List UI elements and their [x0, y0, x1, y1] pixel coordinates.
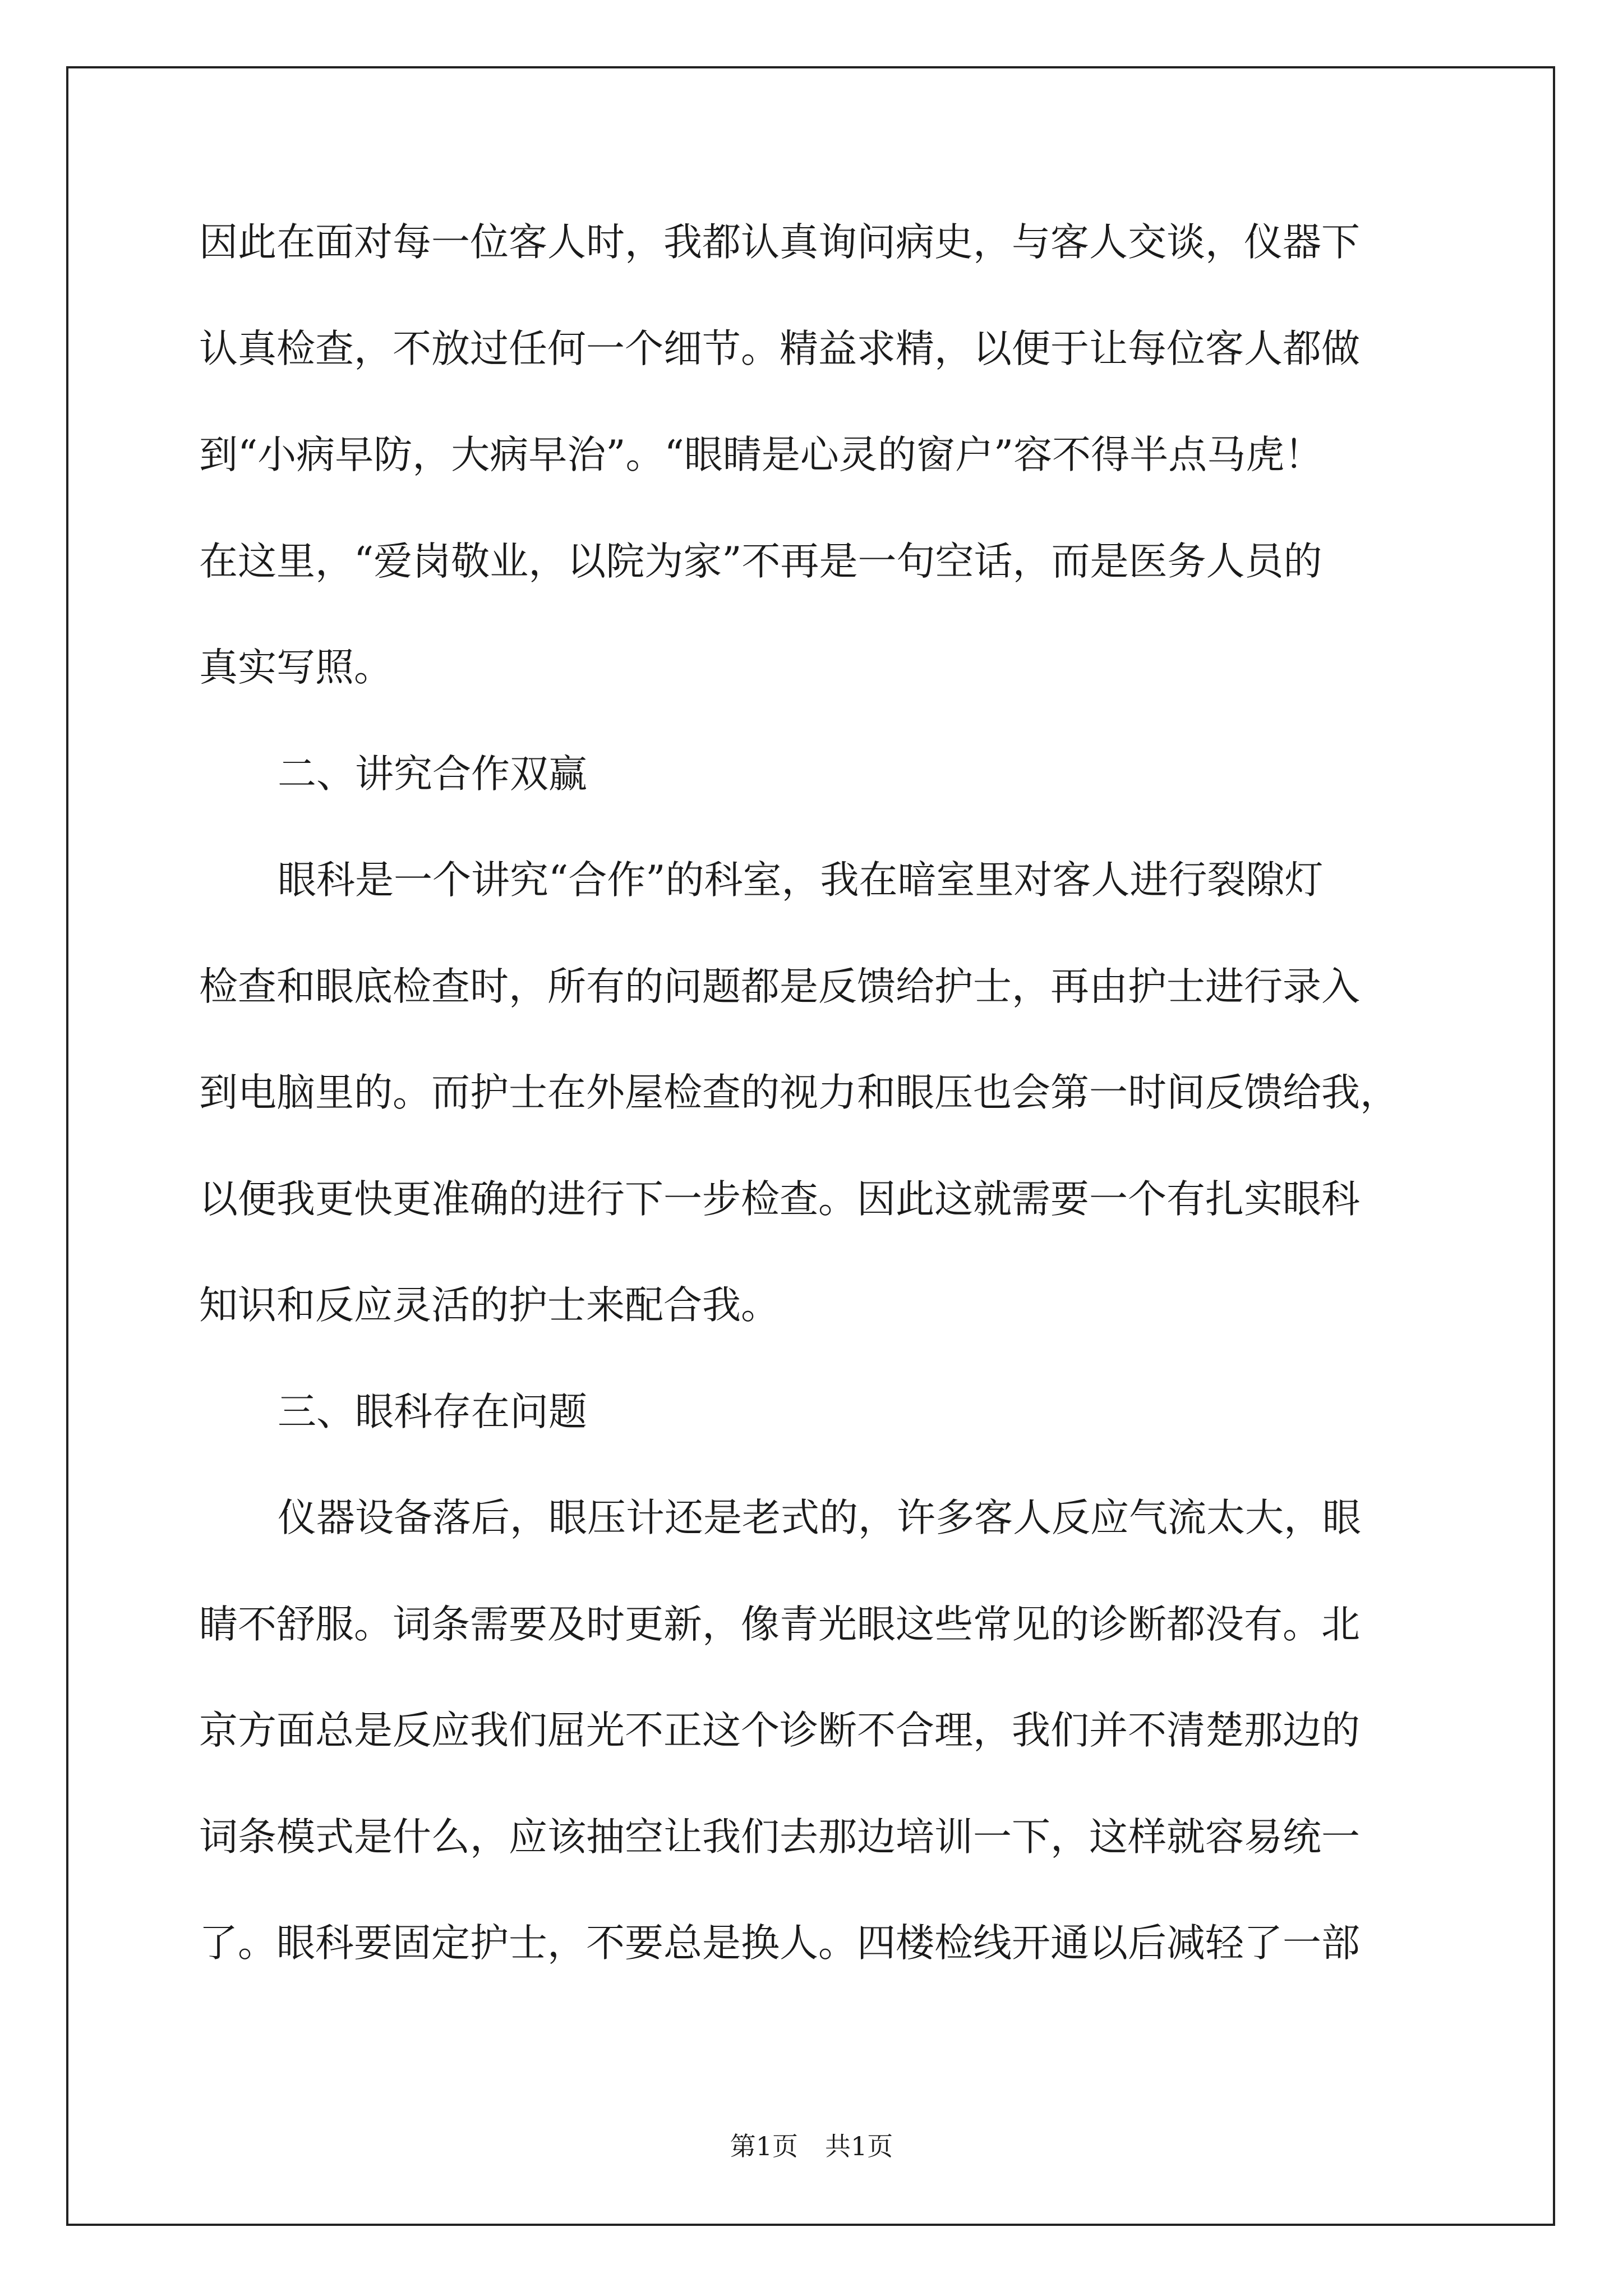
text-line: 在这里，“爱岗敬业，以院为家”不再是一句空话，而是医务人员的	[199, 539, 1322, 584]
text-line: 词条模式是什么，应该抽空让我们去那边培训一下，这样就容易统一	[199, 1814, 1360, 1860]
text-line: 因此在面对每一位客人时，我都认真询问病史，与客人交谈，仪器下	[199, 220, 1360, 265]
document-body	[199, 190, 1435, 1997]
section-heading: 三、眼科存在问题	[278, 1389, 587, 1434]
text-line: 仪器设备落后，眼压计还是老式的，许多客人反应气流太大，眼	[278, 1496, 1361, 1540]
text-line: 睛不舒服。词条需要及时更新，像青光眼这些常见的诊断都没有。北	[199, 1602, 1360, 1647]
page-footer	[0, 2126, 1623, 2163]
text-line: 以便我更快更准确的进行下一步检查。因此这就需要一个有扎实眼科	[199, 1176, 1360, 1222]
text-line: 到电脑里的。而护士在外屋检查的视力和眼压也会第一时间反馈给我，	[199, 1070, 1399, 1115]
text-line: 检查和眼底检查时，所有的问题都是反馈给护士，再由护士进行录入	[199, 964, 1360, 1009]
page-number: 第1页	[730, 2131, 798, 2161]
page-total: 共1页	[825, 2131, 893, 2161]
text-line: 知识和反应灵活的护士来配合我。	[199, 1283, 780, 1328]
text-line: 了。眼科要固定护士，不要总是换人。四楼检线开通以后减轻了一部	[199, 1921, 1360, 1966]
text-line: 眼科是一个讲究“合作”的科室，我在暗室里对客人进行裂隙灯	[278, 858, 1324, 903]
text-line: 认真检查，不放过任何一个细节。精益求精，以便于让每位客人都做	[199, 326, 1360, 371]
text-line: 到“小病早防，大病早治”。“眼睛是心灵的窗户”容不得半点马虎！	[199, 432, 1324, 477]
text-line: 京方面总是反应我们屈光不正这个诊断不合理，我们并不清楚那边的	[199, 1708, 1360, 1753]
section-heading: 二、讲究合作双赢	[278, 751, 587, 797]
text-line: 真实写照。	[199, 645, 393, 690]
